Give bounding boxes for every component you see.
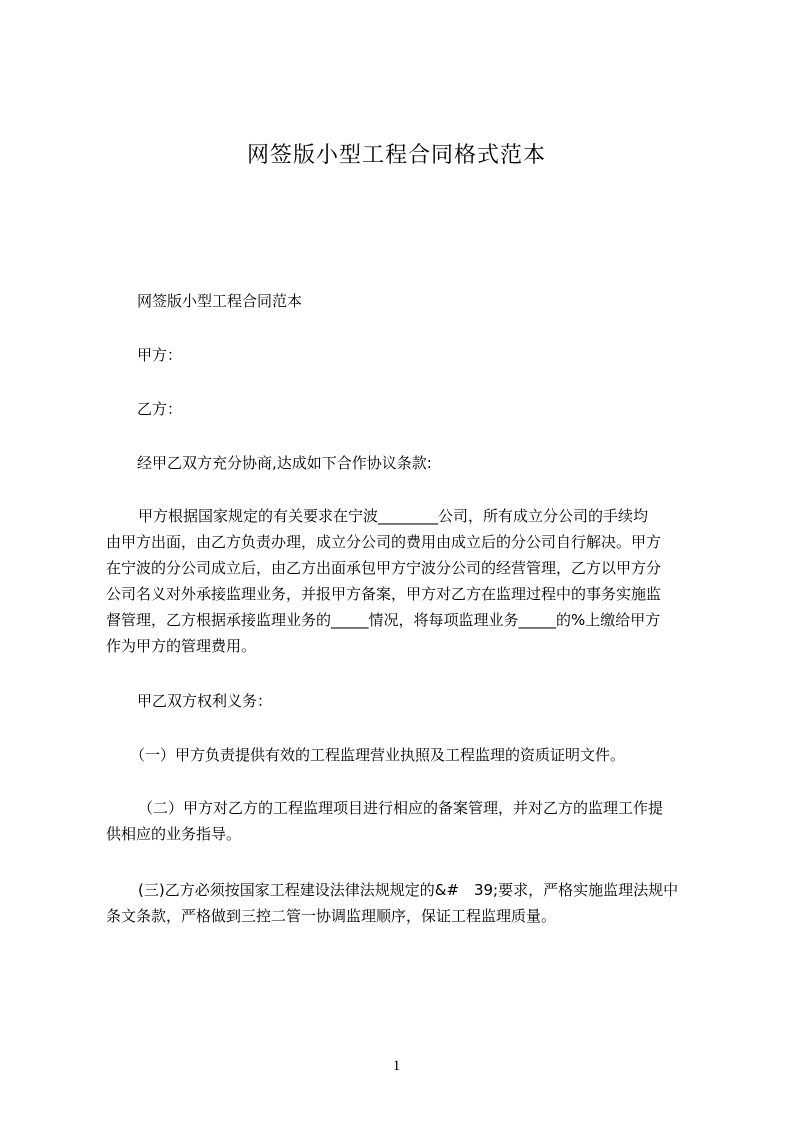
page-number: 1 <box>392 1058 401 1074</box>
paragraph-1-line: 甲方根据国家规定的有关要求在宁波________公司，所有成立分公司的手续均 <box>138 507 649 525</box>
clause-1: （一）甲方负责提供有效的工程监理营业执照及工程监理的资质证明文件。 <box>130 746 626 764</box>
paragraph-1-line: 公司名义对外承接监理业务，并报甲方备案，甲方对乙方在监理过程中的事务实施监 <box>106 585 662 603</box>
contract-subtitle: 网签版小型工程合同范本 <box>137 292 303 310</box>
clause-3-line: (三)乙方必须按国家工程建设法律法规规定的&# 39;要求，严格实施监理法规中 <box>138 881 679 899</box>
clause-2-line: 供相应的业务指导。 <box>106 825 242 843</box>
party-a-label: 甲方： <box>137 346 183 364</box>
clause-2 <box>106 795 706 847</box>
rights-heading: 甲乙双方权利义务： <box>137 692 273 710</box>
party-b-label: 乙方： <box>137 400 183 418</box>
document-title: 网签版小型工程合同格式范本 <box>246 143 546 168</box>
paragraph-1-line: 督管理，乙方根据承接监理业务的_____情况，将每项监理业务_____的%上缴给甲方 <box>106 611 661 629</box>
intro-text: 经甲乙双方充分协商,达成如下合作协议条款: <box>137 454 432 472</box>
paragraph-1 <box>106 503 706 659</box>
paragraph-1-line: 由甲方出面，由乙方负责办理，成立分公司的费用由成立后的分公司自行解决。甲方 <box>106 533 662 551</box>
paragraph-1-line: 作为甲方的管理费用。 <box>106 637 257 655</box>
clause-2-line: （二）甲方对乙方的工程监理项目进行相应的备案管理，并对乙方的监理工作提 <box>138 799 664 817</box>
clause-3-line: 条文条款，严格做到三控二管一协调监理顺序，保证工程监理质量。 <box>106 907 557 925</box>
clause-3 <box>106 877 706 929</box>
paragraph-1-line: 在宁波的分公司成立后，由乙方出面承包甲方宁波分公司的经营管理，乙方以甲方分 <box>106 559 662 577</box>
